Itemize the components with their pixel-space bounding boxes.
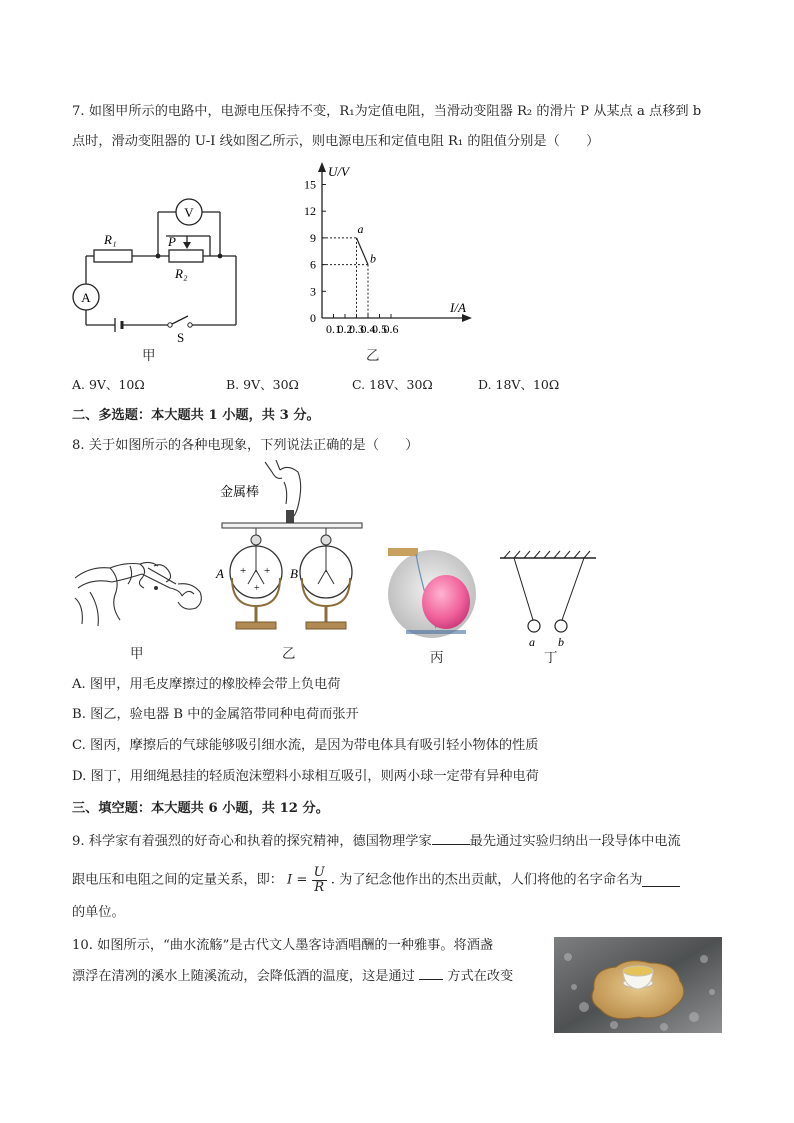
svg-text:+: + — [264, 565, 271, 577]
y-tick-label: 9 — [310, 230, 316, 245]
q8-stem: 8. 关于如图所示的各种电现象，下列说法正确的是（ ） — [72, 438, 419, 453]
ui-line-segment — [357, 238, 369, 265]
q7-option-a[interactable]: A. 9V、10Ω — [72, 377, 145, 392]
q8-option-a[interactable]: A. 图甲，用毛皮摩擦过的橡胶棒会带上负电荷 — [72, 677, 341, 692]
electroscope-b-label: B — [290, 566, 298, 581]
switch-label: S — [177, 330, 185, 342]
q10-blank-method[interactable] — [419, 967, 443, 980]
x-tick-label: 0.4 — [360, 322, 376, 336]
caption-yi: 乙 — [366, 348, 380, 364]
section2-title: 二、多选题：本大题共 1 小题，共 3 分。 — [72, 408, 320, 423]
caption-jia: 甲 — [142, 348, 156, 364]
y-tick-label: 0 — [310, 311, 316, 325]
q9-blank-unit[interactable] — [642, 874, 680, 887]
q7-stem-line2: 点时，滑动变阻器的 U-I 线如图乙所示，则电源电压和定值电阻 R₁ 的阻值分别是（ ） — [72, 134, 600, 149]
section3-title: 三、填空题：本大题共 6 小题，共 12 分。 — [72, 801, 329, 816]
q9-text-part3: 跟电压和电阻之间的定量关系，即： — [72, 872, 283, 888]
q8-option-d[interactable]: D. 图丁，用细绳悬挂的轻质泡沫塑料小球相互吸引，则两小球一定带有异种电荷 — [72, 769, 539, 784]
y-tick-label: 3 — [310, 284, 316, 299]
y-tick-label: 6 — [310, 257, 316, 272]
q10-line1: 10. 如图所示，“曲水流觞”是古代文人墨客诗酒唱酬的一种雅事。将酒盏 — [72, 938, 494, 953]
r2-label: R₂ — [175, 266, 188, 281]
svg-text:+: + — [240, 565, 247, 577]
metal-rod-label: 金属棒 — [220, 484, 260, 499]
fig-ding-hanging-balls — [496, 548, 600, 658]
ui-graph — [280, 160, 480, 340]
formula-denominator: R — [314, 880, 325, 895]
q9-line2 — [72, 866, 680, 896]
y-tick-label: 12 — [304, 204, 316, 219]
q7-option-b[interactable]: B. 9V、30Ω — [226, 377, 299, 392]
ball-b-label: b — [558, 635, 564, 649]
q7-stem-line1: 7. 如图甲所示的电路中，电源电压保持不变，R₁为定值电阻，当滑动变阻器 R₂ 的滑片 P 从某点 a 点移到 b — [72, 104, 702, 119]
q9-text-part5: 的单位。 — [72, 905, 125, 920]
point-a-label: a — [357, 221, 364, 236]
q10-text-part1: 漂浮在清冽的溪水上随溪流动，会降低酒的温度，这是通过 — [72, 969, 415, 984]
slider-p-label: P — [168, 234, 176, 249]
ammeter-label: A — [81, 290, 91, 305]
q9-text-part4: . 为了纪念他作出的杰出贡献，人们将他的名字命名为 — [330, 872, 643, 888]
q9-line1 — [72, 832, 681, 851]
x-axis-arrow — [462, 314, 472, 322]
voltmeter-label: V — [184, 205, 194, 220]
q9-text-part1: 9. 科学家有着强烈的好奇心和执着的探究精神，德国物理学家 — [72, 834, 432, 849]
caption-ding: 丁 — [544, 650, 558, 666]
formula-numerator: U — [313, 865, 325, 880]
q9-text-part2: 最先通过实验归纳出一段导体中电流 — [469, 834, 681, 849]
photo-wine-cup-float — [554, 937, 722, 1033]
q8-option-c[interactable]: C. 图丙，摩擦后的气球能够吸引细水流，是因为带电体具有吸引轻小物体的性质 — [72, 738, 539, 753]
x-tick-label: 0.5 — [372, 322, 387, 336]
x-tick-label: 0.6 — [383, 322, 399, 336]
electroscope-a-label: A — [216, 566, 224, 581]
x-tick-label: 0.2 — [337, 322, 353, 336]
caption-yi-q8: 乙 — [282, 646, 296, 662]
y-axis-label: U/V — [328, 164, 349, 179]
x-axis-label: I/A — [450, 300, 466, 315]
y-tick-label: 15 — [304, 177, 316, 192]
q10-text-part2: 方式在改变 — [447, 969, 514, 984]
y-axis-arrow — [318, 162, 326, 172]
fig-bing-balloon — [386, 548, 482, 640]
caption-jia-q8: 甲 — [130, 646, 144, 662]
circuit-diagram — [70, 192, 250, 342]
x-tick-label: 0.1 — [326, 322, 341, 336]
q8-option-b[interactable]: B. 图乙，验电器 B 中的金属箔带同种电荷而张开 — [72, 707, 359, 722]
q9-blank-scientist[interactable] — [432, 832, 470, 845]
q7-option-c[interactable]: C. 18V、30Ω — [352, 377, 433, 392]
ohm-formula — [287, 866, 327, 895]
r1-label: R₁ — [104, 232, 117, 247]
ball-a-label: a — [529, 635, 535, 649]
q7-option-d[interactable]: D. 18V、10Ω — [478, 377, 560, 392]
svg-text:+: + — [254, 583, 260, 594]
point-b-label: b — [370, 251, 376, 266]
fig-yi-electroscopes — [210, 460, 370, 635]
formula-lhs: I = — [287, 872, 308, 888]
fig-jia-rubbing — [70, 548, 210, 640]
caption-bing: 丙 — [430, 650, 444, 666]
x-tick-label: 0.3 — [349, 322, 364, 336]
q10-line2 — [72, 967, 513, 986]
